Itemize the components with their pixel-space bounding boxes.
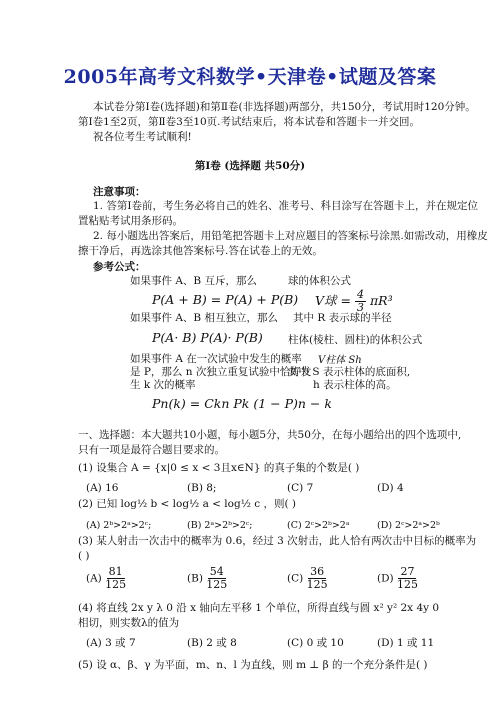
q2-option-d: (D) 2ᶜ>2ᵃ>2ᵇ (377, 520, 440, 531)
q4-option-b: (B) 2 或 8 (187, 637, 237, 649)
formula-label-3c: 生 k 次的概率 (130, 379, 196, 391)
part1-heading: 第Ⅰ卷 (选择题 共50分) (194, 160, 306, 172)
prism-label: 柱体(棱柱、圆柱)的体积公式 (288, 334, 423, 346)
q3-option-c: (C) $\frac{36}{125}$ (287, 565, 328, 591)
q3-option-d: (D) $\frac{27}{125}$ (377, 565, 418, 591)
formula-label-2: 如果事件 A、B 相互独立，那么 (130, 312, 278, 324)
q4-option-d: (D) 1 或 11 (377, 637, 435, 649)
q4-option-c: (C) 0 或 10 (287, 637, 344, 649)
formulas-heading: 参考公式： (93, 261, 146, 273)
note-2a: 2. 每小题选出答案后，用铅笔把答题卡上对应题目的答案标号涂黑.如需改动，用橡皮 (93, 230, 488, 242)
formula-binomial: Pn(k) = Ckn Pk (1 − P)n − k (152, 396, 332, 411)
q1-option-c: (C) 7 (287, 482, 314, 494)
prism-formula: V柱体 Sh (318, 355, 362, 366)
note-1a: 1. 答第Ⅰ卷前，考生务必将自己的姓名、准考号、科目涂写在答题卡上，并在规定位 (93, 200, 479, 212)
q2-option-c: (C) 2ᶜ>2ᵇ>2ᵃ (287, 520, 350, 531)
q1-option-a: (A) 16 (86, 482, 119, 494)
note-1b: 置粘贴考试用条形码。 (78, 215, 183, 227)
intro-line-2: 第Ⅰ卷1至2页，第Ⅱ卷3至10页.考试结束后，将本试卷和答题卡一并交回。 (78, 116, 421, 128)
notes-heading: 注意事项： (93, 186, 146, 198)
sphere-label: 球的体积公式 (288, 275, 351, 287)
intro-line-3: 祝各位考生考试顺利! (93, 131, 192, 143)
q1-option-d: (D) 4 (377, 482, 404, 494)
section1-line2: 只有一项是最符合题目要求的。 (78, 444, 225, 456)
q3-paren: ( ) (78, 550, 90, 562)
intro-line-1: 本试卷分第Ⅰ卷(选择题)和第Ⅱ卷(非选择题)两部分，共150分，考试用时120分钟。 (93, 101, 476, 113)
formula-independent: P(A· B) P(A)· P(B) (152, 330, 263, 345)
note-2b: 擦干净后，再选涂其他答案标号.答在试卷上的无效。 (78, 245, 323, 257)
prism-base-note: 其中 S 表示柱体的底面积, (288, 366, 411, 378)
q3-option-a: (A) $\frac{81}{125}$ (86, 565, 127, 591)
sphere-fraction: $\frac{4}{3}$ (356, 288, 364, 314)
formula-addition: P(A + B) = P(A) + P(B) (152, 292, 299, 307)
sphere-radius-note: 其中 R 表示球的半径 (293, 312, 392, 324)
q5-stem: (5) 设 α、β、γ 为平面，m、n、l 为直线，则 m ⊥ β 的一个充分条件是( ) (78, 659, 428, 671)
q4-stem-2: 相切，则实数λ的值为 (78, 617, 180, 629)
q1-option-b: (B) 8; (187, 482, 217, 494)
formula-label-3a: 如果事件 A 在一次试验中发生的概率 (130, 353, 302, 365)
q2-stem: (2) 已知 log½ b < log½ a < log½ c ，则( ) (78, 498, 296, 510)
q3-option-b: (B) $\frac{54}{125}$ (187, 565, 228, 591)
section1-line1: 一、选择题：本大题共10小题，每小题5分，共50分，在每小题给出的四个选项中, (78, 429, 462, 441)
prism-height-note: h 表示柱体的高。 (313, 379, 397, 391)
q2-option-a: (A) 2ᵇ>2ᵃ>2ᶜ; (86, 520, 152, 531)
q3-stem: (3) 某人射击一次击中的概率为 0.6，经过 3 次射击，此人恰有两次击中目标的概率为 (78, 535, 477, 547)
q2-option-b: (B) 2ᵃ>2ᵇ>2ᶜ; (187, 520, 253, 531)
sphere-formula: V球 = $\frac{4}{3}$ πR³ (315, 288, 393, 314)
q4-option-a: (A) 3 或 7 (86, 637, 136, 649)
formula-label-1: 如果事件 A、B 互斥，那么 (130, 275, 257, 287)
q4-stem: (4) 将直线 2x y λ 0 沿 x 轴向左平移 1 个单位，所得直线与圆 x² y² 2x 4y 0 (78, 602, 440, 614)
formula-label-3b: 是 P，那么 n 次独立重复试验中恰好发 (130, 366, 312, 378)
document-title: 2005年高考文科数学•天津卷•试题及答案 (63, 66, 437, 88)
q1-stem: (1) 设集合 A = {x|0 ≤ x < 3且x∈N} 的真子集的个数是( ) (78, 462, 360, 474)
